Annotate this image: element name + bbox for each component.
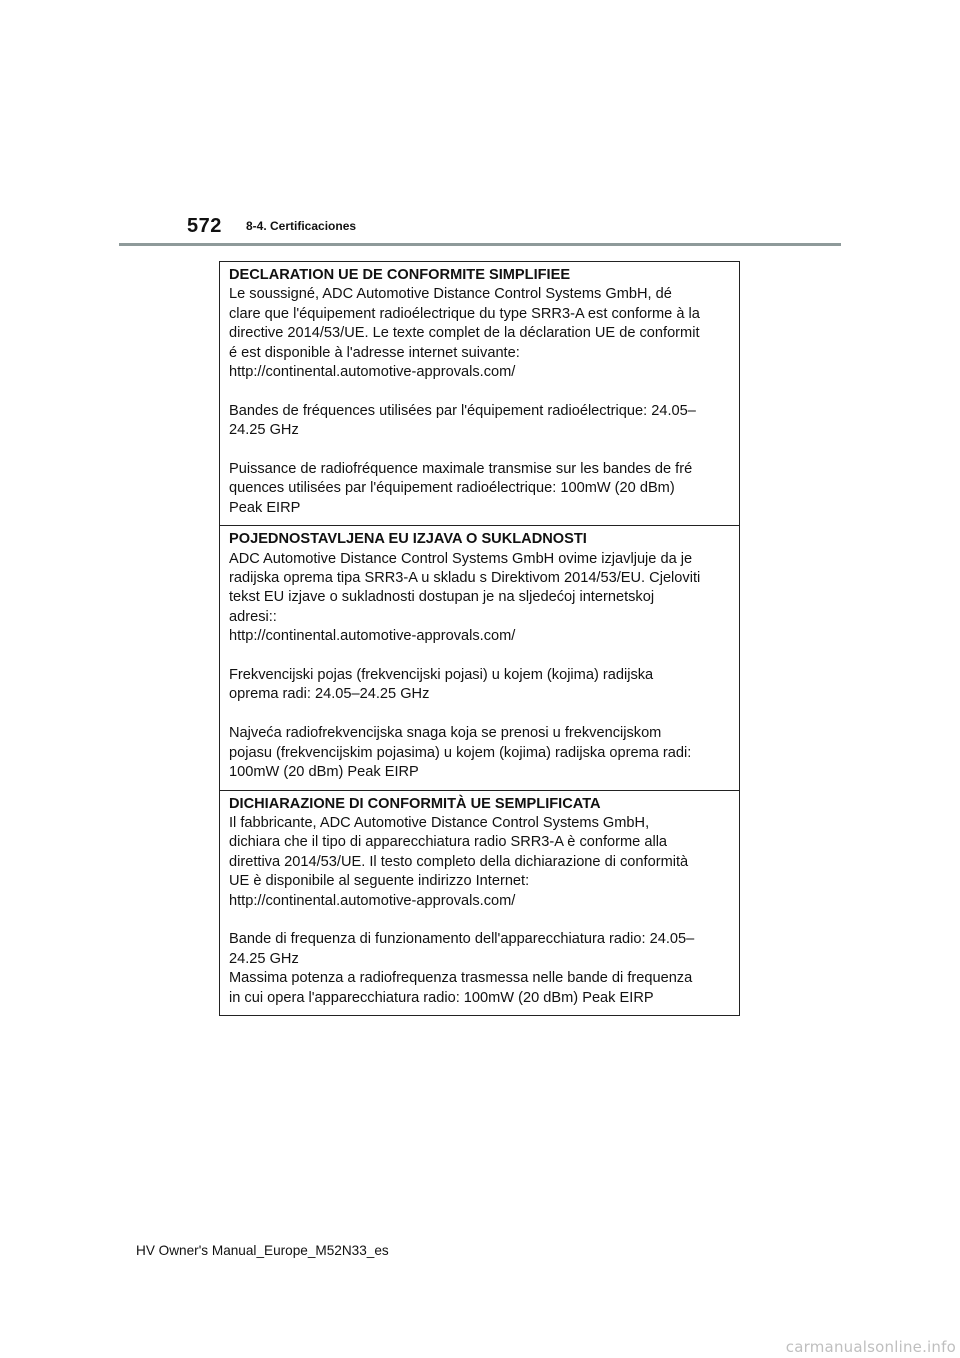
text-line: adresi:: [229,608,277,625]
text-line: Bande di frequenza di funzionamento dell'apparecchiatura radio: 24.05– [229,931,695,948]
text-line: UE è disponibile al seguente indirizzo Internet: [229,873,530,890]
text-line: dichiara che il tipo di apparecchiatura radio SRR3-A è conforme alla [229,834,668,851]
french-heading: DECLARATION UE DE CONFORMITE SIMPLIFIEE [229,267,571,283]
certification-table [219,261,740,1016]
text-line: quences utilisées par l'équipement radioélectrique: 100mW (20 dBm) [229,480,675,497]
text-line: Bandes de fréquences utilisées par l'équipement radioélectrique: 24.05– [229,402,696,419]
page-number: 572 [187,215,222,237]
text-line: 100mW (20 dBm) Peak EIRP [229,764,419,781]
url-line: http://continental.automotive-approvals.com/ [229,628,516,645]
text-line: in cui opera l'apparecchiatura radio: 100mW (20 dBm) Peak EIRP [229,989,654,1006]
text-line: ADC Automotive Distance Control Systems GmbH ovime izjavljuje da je [229,550,693,567]
url-line: http://continental.automotive-approvals.com/ [229,364,516,381]
text-line: clare que l'équipement radioélectrique du type SRR3-A est conforme à la [229,305,700,322]
paragraph-gap [229,911,730,930]
croatian-paragraph-1 [229,550,730,647]
text-line: tekst EU izjave o sukladnosti dostupan je na sljedećoj internetskoj [229,589,655,606]
text-line: Frekvencijski pojas (frekvencijski pojasi) u kojem (kojima) radijska [229,667,654,684]
text-line: pojasu (frekvencijskim pojasima) u kojem (kojima) radijska oprema radi: [229,744,692,761]
croatian-paragraph-2 [229,666,730,705]
french-declaration [220,262,739,526]
text-line: Le soussigné, ADC Automotive Distance Control Systems GmbH, dé [229,286,672,303]
italian-declaration [220,791,739,1015]
text-line: directive 2014/53/UE. Le texte complet de la déclaration UE de conformit [229,325,700,342]
text-line: Puissance de radiofréquence maximale transmise sur les bandes de fré [229,461,693,478]
text-line: é est disponible à l'adresse internet suivante: [229,344,520,361]
italian-paragraph-1 [229,814,730,911]
paragraph-gap [229,382,730,401]
url-line: http://continental.automotive-approvals.com/ [229,892,516,909]
header-rule [119,243,841,246]
text-line: 24.25 GHz [229,950,299,967]
text-line: Najveća radiofrekvencijska snaga koja se prenosi u frekvencijskom [229,725,662,742]
paragraph-gap [229,441,730,460]
croatian-heading: POJEDNOSTAVLJENA EU IZJAVA O SUKLADNOSTI [229,531,587,548]
text-line: Massima potenza a radiofrequenza trasmessa nelle bande di frequenza [229,970,693,987]
french-paragraph-1 [229,285,730,382]
text-line: direttiva 2014/53/UE. Il testo completo della dichiarazione di conformità [229,853,689,870]
watermark: carmanualsonline.info [785,1338,956,1356]
paragraph-gap [229,705,730,724]
french-paragraph-2 [229,402,730,441]
french-paragraph-3 [229,460,730,518]
section-title: 8-4. Certificaciones [246,219,357,233]
croatian-paragraph-3 [229,724,730,782]
text-line: Il fabbricante, ADC Automotive Distance Control Systems GmbH, [229,814,650,831]
manual-footer: HV Owner's Manual_Europe_M52N33_es [136,1243,389,1258]
italian-paragraph-2 [229,930,730,1008]
croatian-declaration [220,526,739,790]
paragraph-gap [229,647,730,666]
italian-heading: DICHIARAZIONE DI CONFORMITÀ UE SEMPLIFICATA [229,795,601,812]
text-line: 24.25 GHz [229,422,299,439]
text-line: radijska oprema tipa SRR3-A u skladu s Direktivom 2014/53/EU. Cjeloviti [229,570,701,587]
text-line: oprema radi: 24.05–24.25 GHz [229,686,430,703]
text-line: Peak EIRP [229,499,301,516]
